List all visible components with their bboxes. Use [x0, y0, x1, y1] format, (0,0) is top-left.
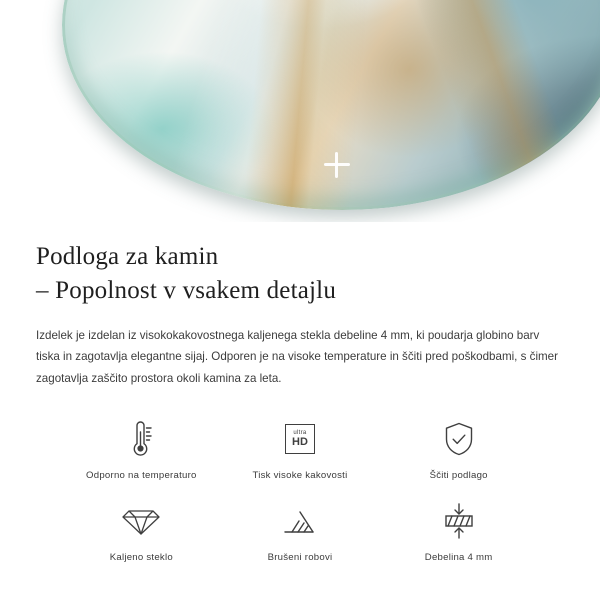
shield-check-icon — [441, 417, 477, 461]
feature-item — [221, 499, 380, 563]
feature-label: Odporno na temperaturo — [86, 470, 197, 482]
content-section — [0, 222, 600, 563]
feature-item — [62, 499, 221, 563]
feature-item — [62, 417, 221, 481]
feature-item — [379, 499, 538, 563]
feature-label: Debelina 4 mm — [424, 552, 493, 564]
thickness-icon — [439, 499, 479, 543]
polished-edges-icon — [280, 499, 320, 543]
ultra-hd-badge-top: ultra — [293, 430, 307, 437]
page-title-line-1: Podloga za kamin — [36, 243, 219, 270]
page-title-line-2: – Popolnost v vsakem detajlu — [36, 276, 337, 304]
feature-grid — [36, 417, 564, 563]
feature-item — [379, 417, 538, 481]
ultra-hd-badge-bottom: HD — [292, 436, 308, 449]
feature-label: Ščiti podlago — [429, 470, 488, 482]
product-description-paragraph: Izdelek je izdelan iz visokokakovostnega kaljenega stekla debeline 4 mm, ki poudarja globino barv tiska in zagotavlja elegantne sijaj. Odporen je na visoke temperature in ščiti pred poškodbami, s čimer zagotavlja zaščito prostora okoli kamina za leta. — [36, 329, 558, 385]
product-description — [36, 325, 564, 389]
glass-board-edge — [62, 0, 600, 210]
glass-board-image — [62, 0, 600, 210]
ultra-hd-icon — [285, 417, 315, 461]
diamond-icon — [121, 499, 161, 543]
feature-label: Kaljeno steklo — [109, 552, 173, 564]
feature-item — [221, 417, 380, 481]
page-title — [36, 240, 564, 307]
feature-label: Tisk visoke kakovosti — [252, 470, 348, 482]
thermometer-icon — [124, 417, 158, 461]
hero-image — [0, 0, 600, 222]
feature-label: Brušeni robovi — [267, 552, 333, 564]
